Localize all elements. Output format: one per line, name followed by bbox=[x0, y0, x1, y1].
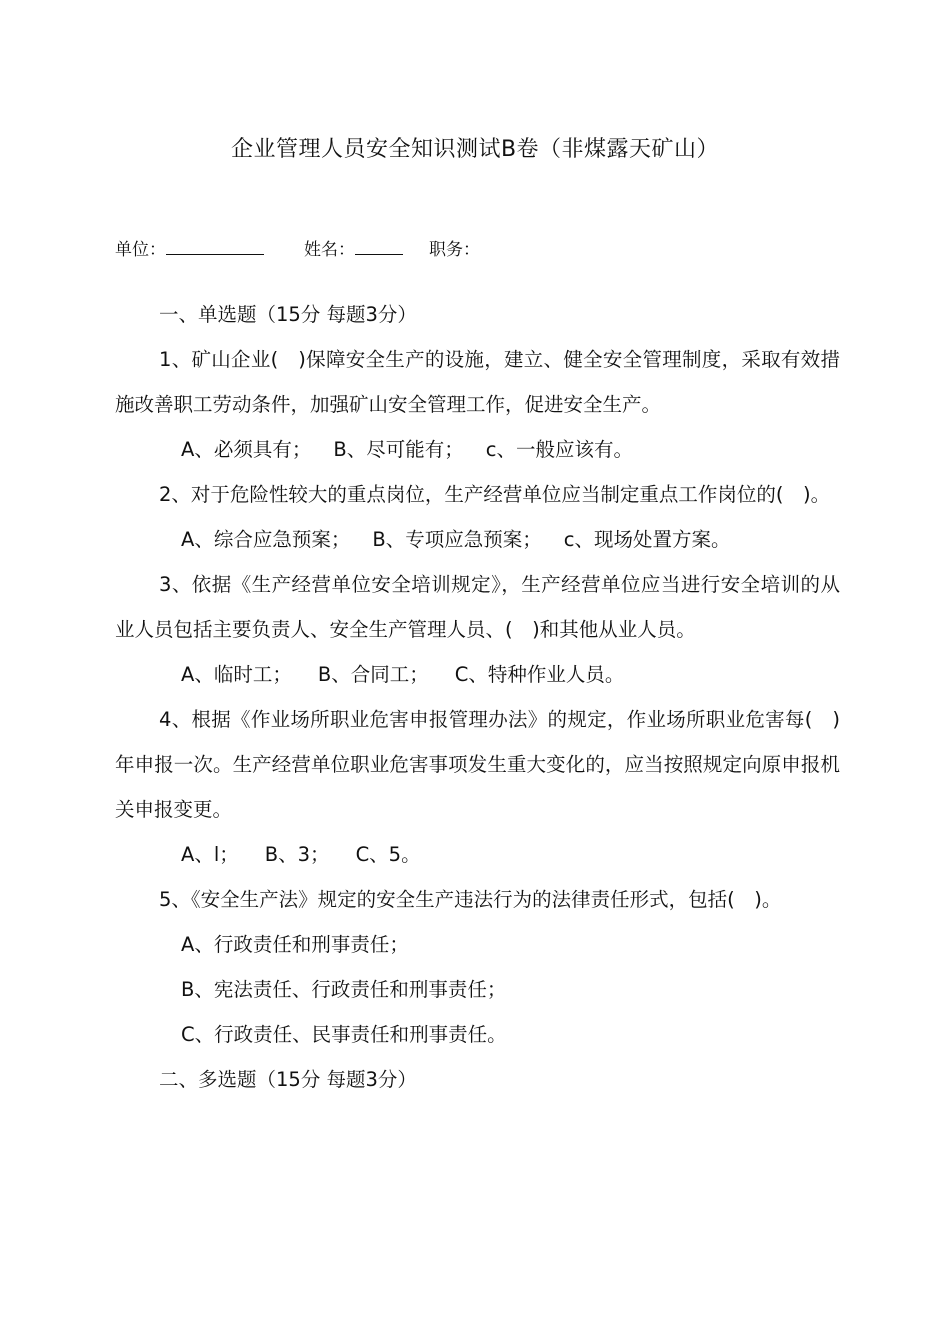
question-5: 5、《安全生产法》规定的安全生产违法行为的法律责任形式，包括( )。 bbox=[159, 888, 782, 911]
unit-label: 单位： bbox=[115, 240, 166, 260]
question-2: 2、对于危险性较大的重点岗位，生产经营单位应当制定重点工作岗位的( )。 bbox=[159, 483, 831, 506]
question-content bbox=[115, 292, 840, 1102]
document-title: 企业管理人员安全知识测试B卷（非煤露天矿山） bbox=[230, 137, 720, 162]
section-heading-multiple-choice: 二、多选题（15分 每题3分） bbox=[159, 1068, 417, 1091]
question-4-options bbox=[115, 832, 840, 877]
question-3-options bbox=[115, 652, 840, 697]
section-heading-single-choice: 一、单选题（15分 每题3分） bbox=[159, 303, 417, 326]
name-blank[interactable] bbox=[355, 236, 403, 255]
respondent-info-line bbox=[115, 236, 480, 263]
question-5-option-a: A、行政责任和刑事责任； bbox=[181, 933, 409, 956]
option-a: A、l； bbox=[181, 843, 239, 866]
question-4: 4、根据《作业场所职业危害申报管理办法》的规定，作业场所职业危害每( )年申报一次。生产经营单位职业危害事项发生重大变化的，应当按照规定向原申报机关申报变更。 bbox=[115, 708, 840, 821]
option-a: A、必须具有； bbox=[181, 438, 312, 461]
name-label: 姓名： bbox=[304, 240, 355, 260]
option-c: C、特种作业人员。 bbox=[454, 663, 625, 686]
option-c: C、5。 bbox=[355, 843, 421, 866]
option-b: B、尽可能有； bbox=[333, 438, 464, 461]
option-b: B、合同工； bbox=[317, 663, 429, 686]
option-c: c、一般应该有。 bbox=[485, 438, 633, 461]
question-2-options bbox=[115, 517, 840, 562]
option-b: B、专项应急预案； bbox=[372, 528, 542, 551]
position-label: 职务： bbox=[429, 240, 480, 260]
question-5-option-b: B、宪法责任、行政责任和刑事责任； bbox=[181, 978, 507, 1001]
question-3: 3、依据《生产经营单位安全培训规定》，生产经营单位应当进行安全培训的从业人员包括主要负责人、安全生产管理人员、( )和其他从业人员。 bbox=[115, 573, 840, 641]
question-5-option-c: C、行政责任、民事责任和刑事责任。 bbox=[181, 1023, 507, 1046]
question-1-options bbox=[115, 427, 840, 472]
option-b: B、3； bbox=[264, 843, 330, 866]
option-a: A、临时工； bbox=[181, 663, 292, 686]
question-1: 1、矿山企业( )保障安全生产的设施，建立、健全安全管理制度，采取有效措施改善职工劳动条件，加强矿山安全管理工作，促进安全生产。 bbox=[115, 348, 840, 416]
option-a: A、综合应急预案； bbox=[181, 528, 351, 551]
unit-blank[interactable] bbox=[166, 236, 264, 255]
option-c: c、现场处置方案。 bbox=[563, 528, 731, 551]
